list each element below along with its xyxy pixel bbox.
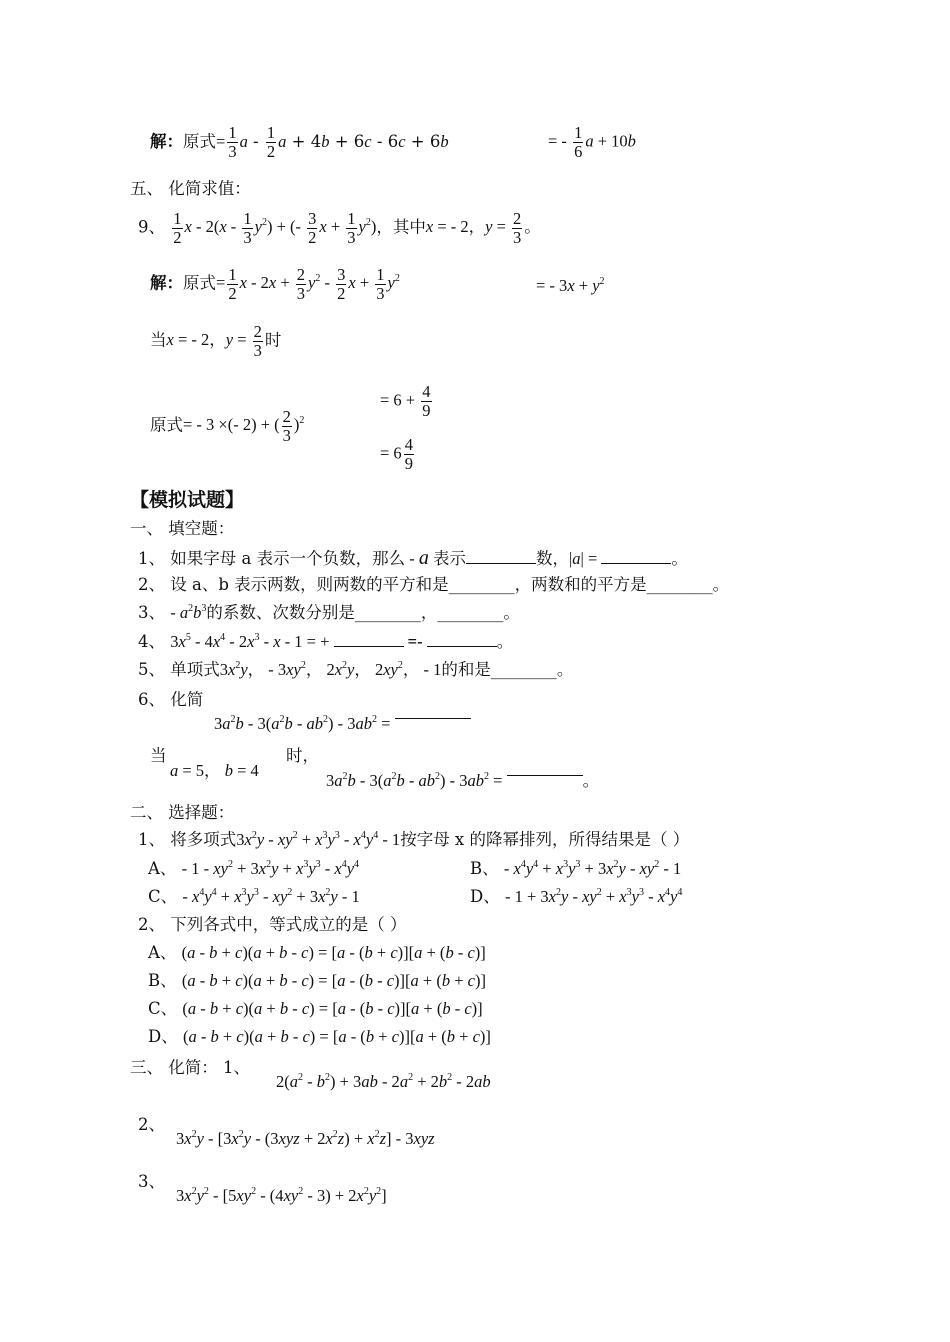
choice-q1-option-a[interactable]: A、 - $1 - xy^2 + 3x^2y + x^3y^3 - x^4y^4$ [148, 859, 360, 878]
simplify-title: 三、 化简： 1、 [130, 1058, 250, 1077]
choice-q2-option-d[interactable]: D、 (a - b + c)(a + b - c) = [a - (b + c)][a + (b + c)] [148, 1027, 491, 1046]
choice-q1-option-b[interactable]: B、 - $x^4y^4 + x^3y^3 + 3x^2y - xy^2 - 1$ [470, 859, 682, 878]
solution-line-2-result: = - $3x + y^2$ [536, 276, 605, 295]
solution-line-1-result: = - $\frac{1}{6}$ a + 10b [548, 123, 636, 162]
choice-title: 二、 选择题： [130, 803, 235, 822]
choice-q1-option-d[interactable]: D、 - $1 + 3x^2y - xy^2 + x^3y^3 - x^4y^4$ [470, 887, 683, 906]
choice-q2-option-a[interactable]: A、 (a - b + c)(a + b - c) = [a - (b + c)][a + (b - c)] [148, 943, 486, 962]
simplify-q2: 2、 [138, 1115, 165, 1134]
fill-q6-when-suffix: 时， [286, 746, 319, 765]
fill-title: 一、 填空题： [130, 519, 235, 538]
fill-q1: 1、 如果字母 a 表示一个负数，那么 - a 表示 数，|a| = 。 [138, 547, 688, 569]
simplify-q1-expr: $2(a^2 - b^2) + 3ab - 2a^2 + 2b^2 - 2ab$ [276, 1072, 491, 1091]
choice-q1: 1、 将多项式$3x^2y - xy^2 + x^3y^3 - x^4y^4 - 1$按字母 x 的降幂排列，所得结果是（ ） [138, 830, 690, 849]
evaluation-step-1: = 6 + $\frac{4}{9}$ [380, 382, 431, 421]
section-5-title: 五、 化简求值： [130, 179, 251, 198]
solution-line-1: 解：原式= $\frac{1}{3}$ a - $\frac{1}{2}$ a + 4b + 6c - 6c + 6b [150, 123, 449, 162]
fill-q6-when-expr: $3a^2b - 3(a^2b - ab^2) - 3ab^2$ = 。 [326, 763, 599, 790]
problem-9: 9、 $\frac{1}{2}$ x - 2(x - $\frac{1}{3}$ $y^2$) + (- $\frac{3}{2}$ x + $\frac{1}{3}$ $y^2$)，其中x = - 2，y = $\frac{2}{3}$ 。 [138, 209, 541, 248]
choice-q2-option-b[interactable]: B、 (a - b + c)(a + b - c) = [a - (b - c)][a + (b + c)] [148, 971, 486, 990]
fill-q3: 3、 - $a^2b^3$的系数、次数分别是________，________。 [138, 603, 520, 622]
fill-q4: 4、 $3x^5 - 4x^4 - 2x^3$ - x - 1 = + =- 。 [138, 632, 514, 651]
simplify-q3: 3、 [138, 1172, 165, 1191]
simplify-q2-expr: $3x^2y - [3x^2y - (3xyz + 2x^2z) + x^2z] - 3xyz$ [176, 1129, 435, 1148]
choice-q2-option-c[interactable]: C、 (a - b + c)(a + b - c) = [a - (b - c)][a + (b - c)] [148, 999, 483, 1018]
choice-q1-option-c[interactable]: C、 - $x^4y^4 + x^3y^3 - xy^2 + 3x^2y - 1$ [148, 887, 360, 906]
fill-q6-when-values: a = 5， b = 4 [170, 761, 259, 780]
solution-line-2: 解：原式= $\frac{1}{2}$ x - 2x + $\frac{2}{3}$ $y^2$ - $\frac{3}{2}$ x + $\frac{1}{3}$ $y^2$ [150, 265, 400, 304]
when-line: 当x = - 2，y = $\frac{2}{3}$ 时 [150, 322, 282, 361]
mock-title: 【模拟试题】 [130, 489, 245, 511]
evaluation-step-2: = 6 $\frac{4}{9}$ [380, 435, 413, 474]
choice-q2: 2、 下列各式中，等式成立的是（ ） [138, 915, 407, 934]
where-text: ，其中 [376, 217, 426, 237]
fill-q6-when: 当 [150, 746, 167, 765]
fill-q6-expr: $3a^2b - 3(a^2b - ab^2) - 3ab^2$ = [214, 706, 471, 733]
fill-q6: 6、 化简 [138, 690, 204, 709]
problem-9-number: 9、 [138, 217, 165, 237]
fill-q2: 2、 设 a、b 表示两数，则两数的平方和是________，两数和的平方是________。 [138, 575, 730, 594]
solution-label: 解： [150, 132, 183, 152]
fill-q5: 5、 单项式$3x^2y$， - $3xy^2$， $2x^2y$， $2xy^2$， - 1的和是________。 [138, 660, 574, 679]
solution-prefix: 原式 [183, 132, 216, 152]
evaluation-line: 原式= - 3 ×(- 2) + ( $\frac{2}{3}$ )$^2$ [150, 407, 305, 446]
simplify-q3-expr: $3x^2y^2 - [5xy^2 - (4xy^2 - 3) + 2x^2y^2]$ [176, 1186, 387, 1205]
